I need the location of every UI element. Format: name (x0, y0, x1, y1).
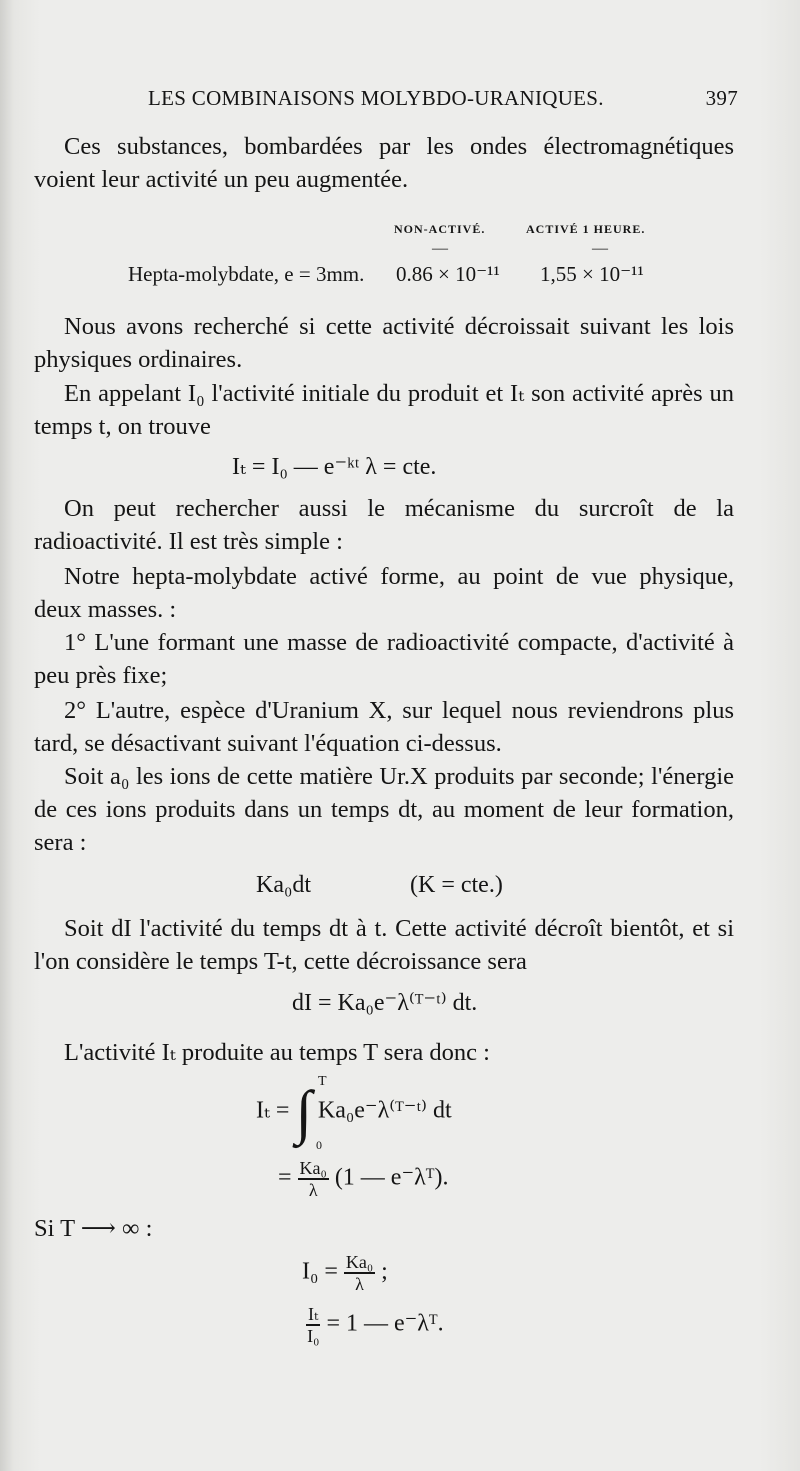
page-number: 397 (705, 86, 738, 110)
eq7-denominator: I₀ (307, 1326, 320, 1346)
eq6-lhs: I₀ = (302, 1258, 338, 1285)
paragraph-6-text: 1° L'une formant une masse de radioactivité compacte, d'activité à peu près fixe; (34, 629, 734, 689)
equation-7 (306, 1304, 444, 1346)
eq7-rest: = 1 — e⁻λᵀ. (326, 1310, 444, 1337)
paragraph-9 (34, 912, 734, 978)
paragraph-6 (34, 626, 734, 692)
eq6-numerator: Ka₀ (345, 1252, 374, 1272)
equation-4 (256, 1074, 452, 1152)
equation-5 (278, 1158, 448, 1200)
equation-1: Iₜ = I₀ — e⁻ᵏᵗ λ = cte. (232, 454, 437, 480)
paragraph-8-text: Soit a₀ les ions de cette matière Ur.X produits par seconde; l'énergie de ces ions produits dans un temps dt, au moment de leur formation, sera : (34, 763, 734, 856)
eq5-denominator: λ (308, 1180, 318, 1200)
eq6-denominator: λ (355, 1274, 364, 1294)
equation-2b: (K = cte.) (410, 872, 503, 898)
eq5-fraction (298, 1158, 329, 1200)
table-row-label: Hepta-molybdate, e = 3mm. (128, 262, 365, 286)
table-dash-1: — (432, 240, 448, 257)
integral-upper-limit: T (318, 1074, 327, 1089)
equation-6 (302, 1252, 388, 1294)
paragraph-1-text: Ces substances, bombardées par les ondes électromagnétiques voient leur activité un peu augmentée. (34, 133, 734, 193)
table-col-active: ACTIVÉ 1 HEURE. (526, 222, 646, 236)
paragraph-2 (34, 310, 734, 376)
paragraph-si (34, 1212, 734, 1245)
paragraph-10-text: L'activité Iₜ produite au temps T sera donc : (64, 1039, 490, 1066)
running-header (148, 86, 738, 111)
eq5-rest: (1 — e⁻λᵀ). (334, 1164, 449, 1191)
paragraph-3-text: En appelant I₀ l'activité initiale du produit et Iₜ son activité après un temps t, on trouve (34, 380, 734, 440)
paragraph-10 (34, 1036, 734, 1069)
eq4-body: Ka₀e⁻λ⁽ᵀ⁻ᵗ⁾ dt (317, 1097, 452, 1124)
eq5-equals: = (278, 1164, 292, 1191)
paragraph-7-text: 2° L'autre, espèce d'Uranium X, sur lequel nous reviendrons plus tard, se désactivant suivant l'équation ci-dessus. (34, 697, 734, 757)
paragraph-2-text: Nous avons recherché si cette activité décroissait suivant les lois physiques ordinaires. (34, 313, 734, 373)
paragraph-4 (34, 492, 734, 558)
table-col-nonactive: NON-ACTIVÉ. (394, 222, 486, 236)
paragraph-7 (34, 694, 734, 760)
table-value-1: 0.86 × 10⁻¹¹ (396, 262, 500, 286)
paragraph-9-text: Soit dI l'activité du temps dt à t. Cette activité décroît bientôt, et si l'on considère le temps T-t, cette décroissance sera (34, 915, 734, 975)
paragraph-1 (34, 130, 734, 196)
equation-3: dI = Ka₀e⁻λ⁽ᵀ⁻ᵗ⁾ dt. (292, 990, 478, 1016)
eq5-numerator: Ka₀ (299, 1158, 327, 1178)
header-title: LES COMBINAISONS MOLYBDO-URANIQUES. (148, 86, 604, 110)
eq4-lhs: Iₜ = (256, 1097, 290, 1124)
paragraph-4-text: On peut rechercher aussi le mécanisme du surcroît de la radioactivité. Il est très simple : (34, 495, 734, 555)
table-dash-2: — (592, 240, 608, 257)
eq7-fraction (306, 1304, 320, 1346)
paragraph-5-text: Notre hepta-molybdate activé forme, au point de vue physique, deux masses. : (34, 563, 734, 623)
integral-lower-limit: 0 (316, 1138, 322, 1152)
si-text: Si T ⟶ ∞ : (34, 1215, 153, 1242)
integral-sign: ∫ (295, 1079, 312, 1145)
eq6-end: ; (381, 1258, 388, 1285)
eq7-numerator: Iₜ (308, 1304, 319, 1324)
paragraph-8 (34, 760, 734, 859)
paragraph-5 (34, 560, 734, 626)
equation-2a: Ka₀dt (256, 872, 312, 898)
table-value-2: 1,55 × 10⁻¹¹ (540, 262, 644, 286)
eq6-fraction (344, 1252, 375, 1294)
paragraph-3 (34, 377, 734, 443)
